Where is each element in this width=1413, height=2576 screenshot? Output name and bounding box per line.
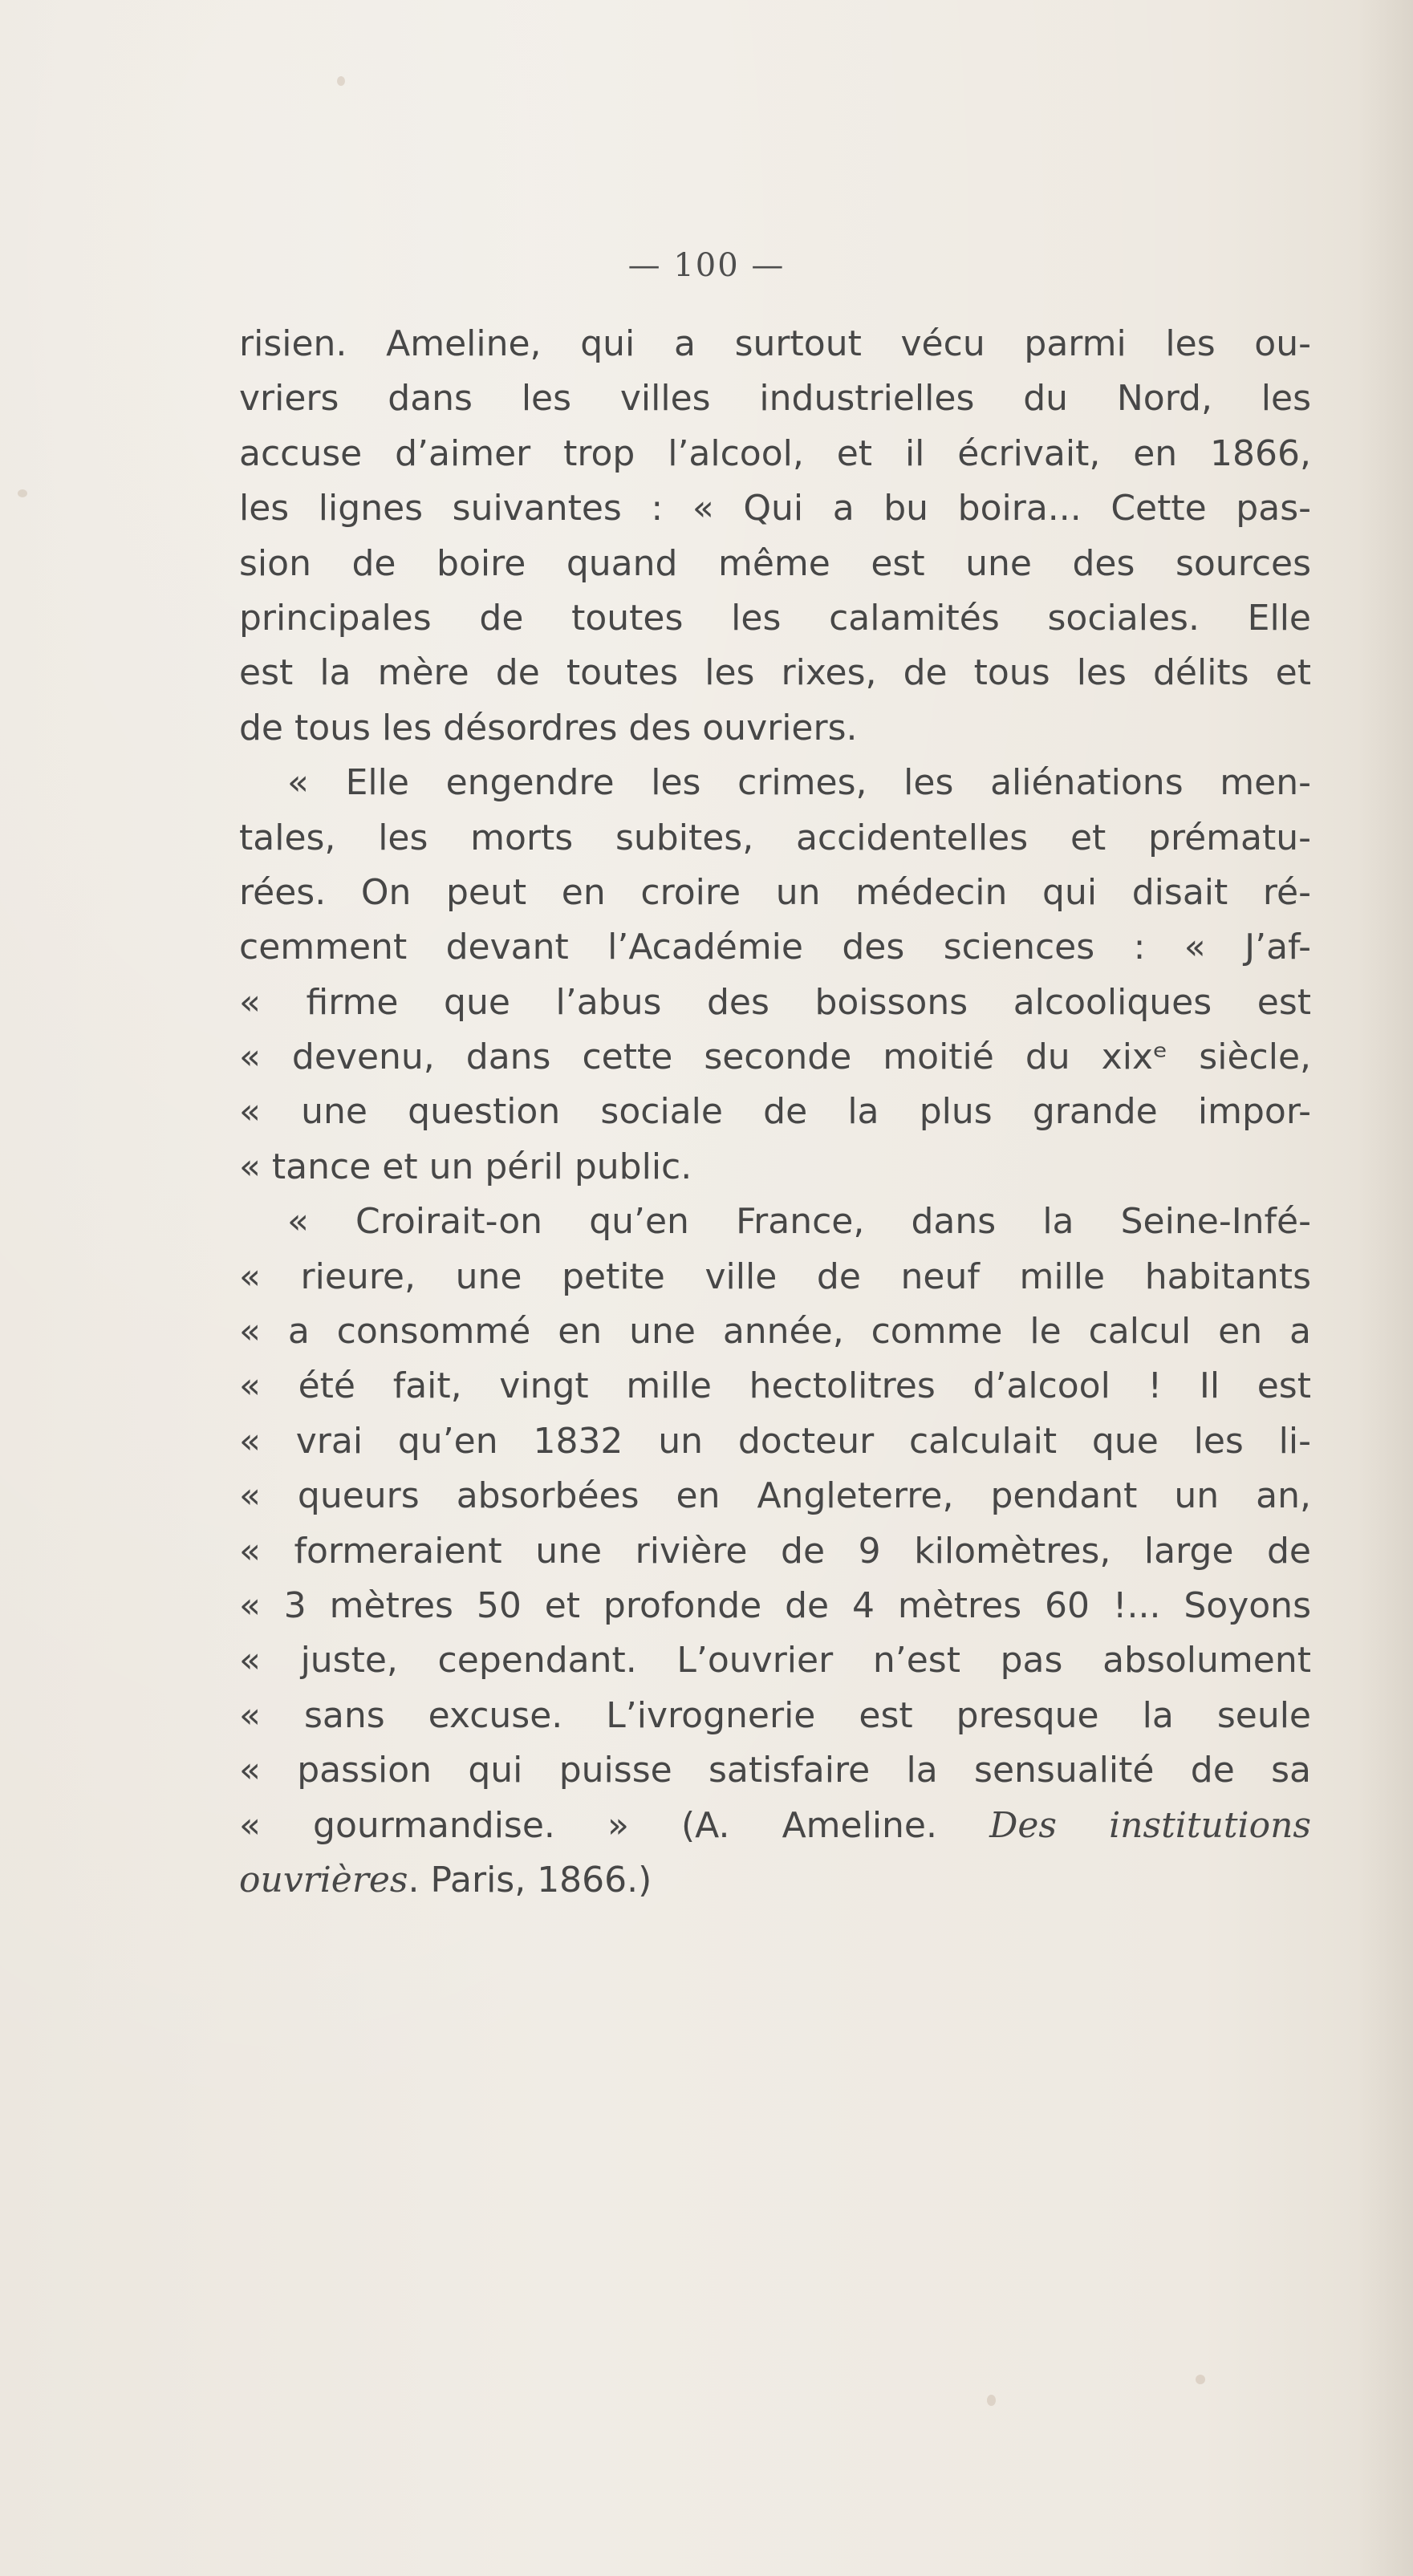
paper-speck [18, 489, 27, 497]
text-line: « gourmandise. » (A. Ameline. [239, 1804, 990, 1846]
text-line: vriers dans les villes industrielles du Nord, les [239, 378, 1311, 420]
text-line: « vrai qu’en 1832 un docteur calculait que les li- [239, 1420, 1311, 1462]
text-line: « Croirait-on qu’en France, dans la Seine-Infé- [287, 1201, 1311, 1243]
paper-speck [987, 2395, 996, 2406]
text-line: cemment devant l’Académie des sciences : « J’af- [239, 927, 1311, 968]
citation-tail: . Paris, 1866.) [408, 1859, 652, 1901]
text-line: « une question sociale de la plus grande impor- [239, 1091, 1311, 1133]
body-text [239, 317, 1311, 1908]
page-edge-shadow [1357, 0, 1413, 2576]
text-line: les lignes suivantes : « Qui a bu boira... Cette pas- [239, 488, 1311, 529]
text-line: « Elle engendre les crimes, les aliénations men- [287, 762, 1311, 804]
text-line-citation-end [239, 1853, 1311, 1908]
text-line-with-citation [239, 1799, 1311, 1853]
text-line: « formeraient une rivière de 9 kilomètres, large de [239, 1530, 1311, 1572]
page-number: — 100 — [627, 247, 786, 284]
paper-speck [337, 76, 345, 86]
text-line: « devenu, dans cette seconde moitié du xixᵉ siècle, [239, 1036, 1311, 1078]
text-line: est la mère de toutes les rixes, de tous les délits et [239, 652, 1311, 694]
text-line: risien. Ameline, qui a surtout vécu parmi les ou- [239, 323, 1311, 364]
text-line: accuse d’aimer trop l’alcool, et il écrivait, en 1866, [239, 432, 1311, 474]
text-line: « queurs absorbées en Angleterre, pendant un an, [239, 1475, 1311, 1517]
text-line: sion de boire quand même est une des sources [239, 542, 1311, 584]
text-line: « firme que l’abus des boissons alcooliques est [239, 981, 1311, 1023]
text-line: « rieure, une petite ville de neuf mille habitants [239, 1256, 1311, 1297]
citation-title: ouvrières [239, 1859, 408, 1901]
text-line: principales de toutes les calamités sociales. Elle [239, 597, 1311, 639]
text-line: « juste, cependant. L’ouvrier n’est pas absolument [239, 1640, 1311, 1681]
citation-title: Des institutions [989, 1804, 1312, 1846]
text-line: « passion qui puisse satisfaire la sensualité de sa [239, 1750, 1311, 1791]
text-line: « 3 mètres 50 et profonde de 4 mètres 60 !... Soyons [239, 1584, 1311, 1626]
paper-speck [1196, 2375, 1205, 2384]
text-line: de tous les désordres des ouvriers. [239, 707, 858, 748]
text-line: « été fait, vingt mille hectolitres d’alcool ! Il est [239, 1365, 1311, 1407]
text-line: « a consommé en une année, comme le calcul en a [239, 1311, 1311, 1353]
text-line: tales, les morts subites, accidentelles et prématu- [239, 817, 1311, 858]
text-line: « sans excuse. L’ivrognerie est presque la seule [239, 1694, 1311, 1736]
text-line: rées. On peut en croire un médecin qui disait ré- [239, 871, 1311, 913]
text-line: « tance et un péril public. [239, 1146, 692, 1187]
